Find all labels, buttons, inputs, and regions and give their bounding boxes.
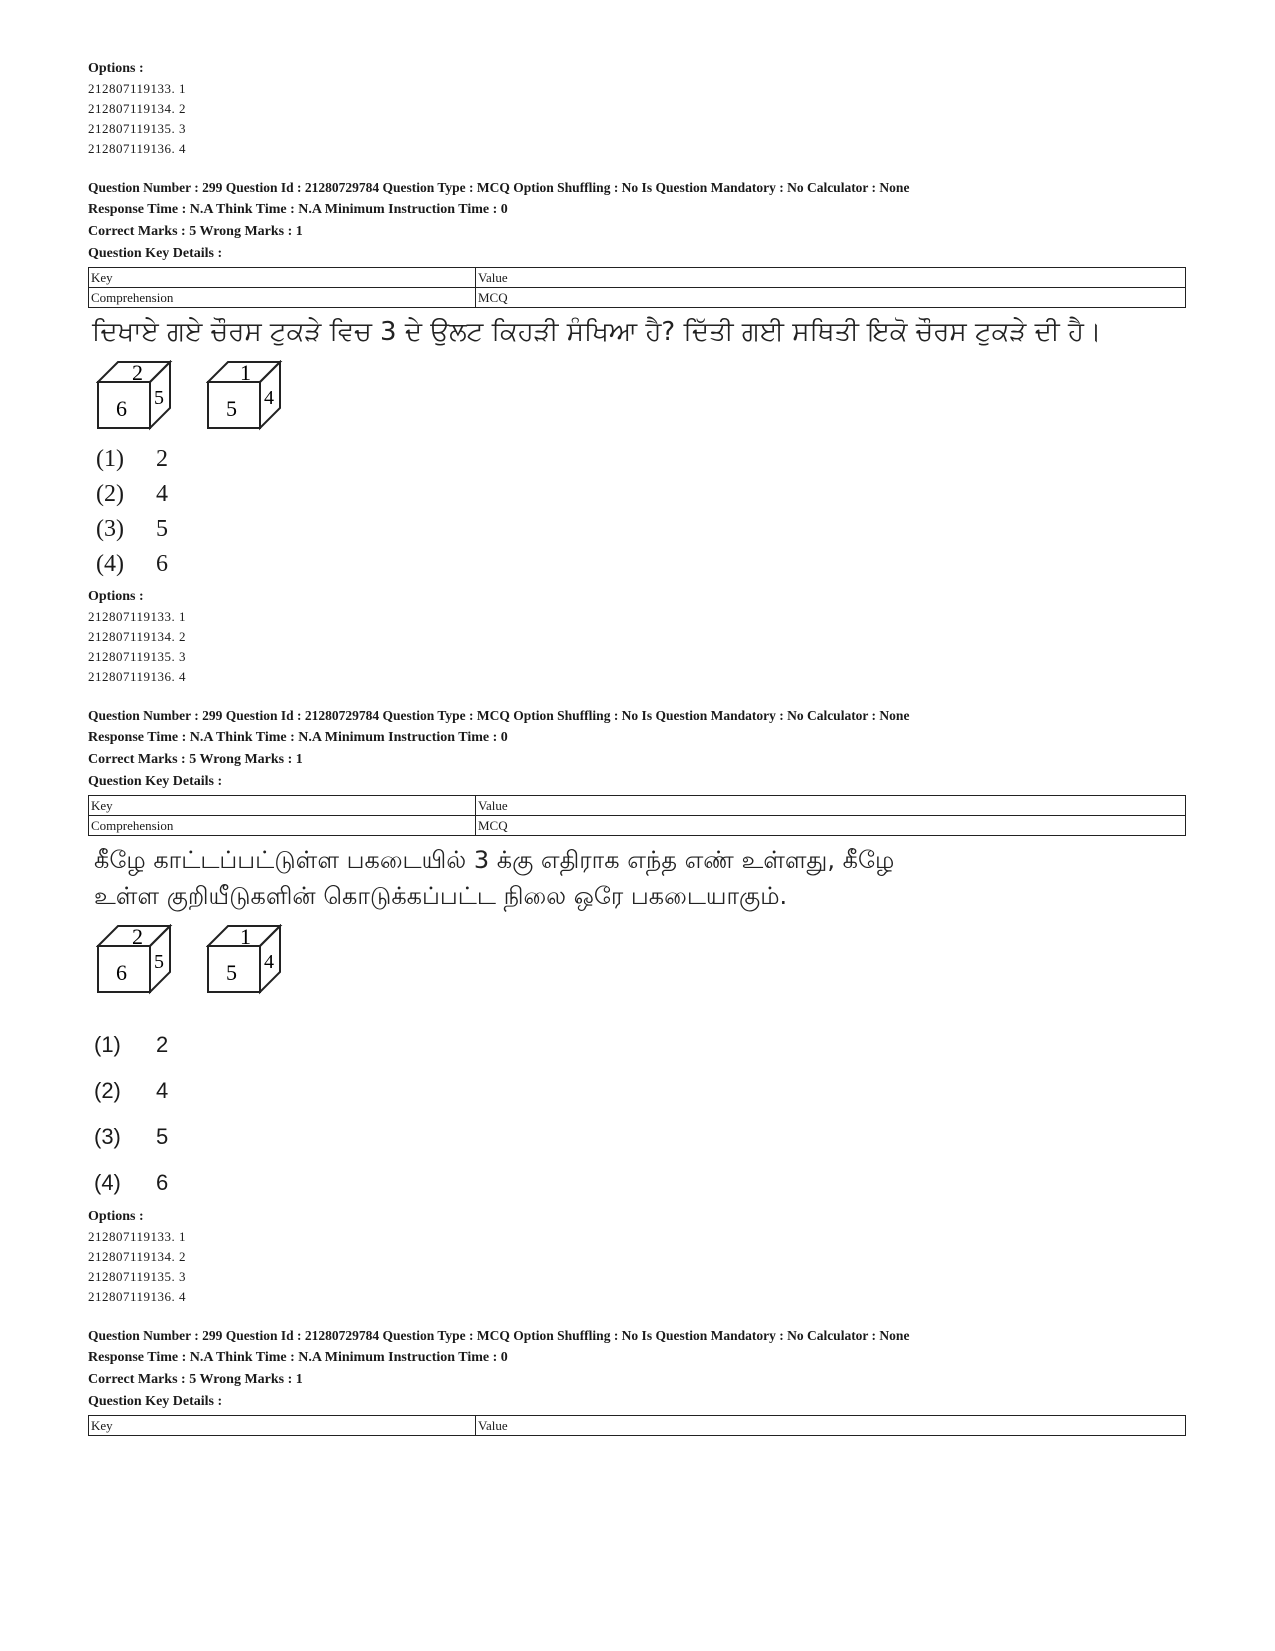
options-block-top xyxy=(88,58,1188,159)
option-id: 212807119134. 2 xyxy=(88,629,187,644)
options-list xyxy=(88,79,1188,159)
answer-choice: (1) 2 xyxy=(96,446,168,472)
meta-line: Question Number : 299 Question Id : 21280729784 Question Type : MCQ Option Shuffling : No Is Question Mandatory : No Calculator : None xyxy=(88,1328,910,1343)
table-header-value: Value xyxy=(476,1416,1186,1436)
table-header-key: Key xyxy=(89,796,476,816)
meta-line: Response Time : N.A Think Time : N.A Minimum Instruction Time : 0 xyxy=(88,202,508,217)
meta-line: Question Number : 299 Question Id : 21280729784 Question Type : MCQ Option Shuffling : No Is Question Mandatory : No Calculator : None xyxy=(88,708,910,723)
meta-line: Question Number : 299 Question Id : 21280729784 Question Type : MCQ Option Shuffling : No Is Question Mandatory : No Calculator : None xyxy=(88,180,910,195)
option-id: 212807119135. 3 xyxy=(88,649,187,664)
table-cell-value: MCQ xyxy=(476,816,1186,836)
table-cell-key: Comprehension xyxy=(89,816,476,836)
answer-choices xyxy=(88,442,1188,582)
answer-choice: (4) 6 xyxy=(96,551,168,577)
answer-choice: (2) 4 xyxy=(96,481,168,507)
meta-line: Correct Marks : 5 Wrong Marks : 1 xyxy=(88,224,303,239)
options-list xyxy=(88,1227,1188,1307)
options-list xyxy=(88,607,1188,687)
question-key-table xyxy=(88,1415,1186,1436)
table-cell-key: Comprehension xyxy=(89,288,476,308)
option-id: 212807119133. 1 xyxy=(88,609,187,624)
table-header-value: Value xyxy=(476,268,1186,288)
meta-line: Response Time : N.A Think Time : N.A Minimum Instruction Time : 0 xyxy=(88,730,508,745)
dice-cube-2 xyxy=(206,924,286,996)
dice-cube-1 xyxy=(96,360,176,432)
option-id: 212807119133. 1 xyxy=(88,81,187,96)
answer-choice: (3) 5 xyxy=(94,1124,169,1149)
question-block-tamil xyxy=(88,705,1188,1307)
answer-choices xyxy=(88,1022,1188,1206)
meta-line: Correct Marks : 5 Wrong Marks : 1 xyxy=(88,752,303,767)
option-id: 212807119136. 4 xyxy=(88,669,187,684)
cube-face-front: 5 xyxy=(226,396,237,421)
options-label: Options : xyxy=(88,589,144,604)
question-block-next xyxy=(88,1325,1188,1436)
answer-choice: (2) 4 xyxy=(94,1078,169,1103)
cube-face-top: 1 xyxy=(240,360,251,385)
option-id: 212807119136. 4 xyxy=(88,141,187,156)
meta-line: Response Time : N.A Think Time : N.A Minimum Instruction Time : 0 xyxy=(88,1350,508,1365)
cube-face-front: 5 xyxy=(226,960,237,985)
table-cell-value: MCQ xyxy=(476,288,1186,308)
option-id: 212807119134. 2 xyxy=(88,1249,187,1264)
table-header-key: Key xyxy=(89,1416,476,1436)
cube-face-top: 2 xyxy=(132,924,143,949)
dice-cube-2 xyxy=(206,360,286,432)
meta-line: Correct Marks : 5 Wrong Marks : 1 xyxy=(88,1372,303,1387)
cube-face-front: 6 xyxy=(116,960,127,985)
dice-figure xyxy=(96,924,1188,1004)
options-label: Options : xyxy=(88,61,144,76)
option-id: 212807119133. 1 xyxy=(88,1229,187,1244)
question-block-punjabi xyxy=(88,177,1188,687)
answer-choice: (3) 5 xyxy=(96,516,168,542)
meta-line: Question Key Details : xyxy=(88,246,223,261)
question-text-line: கீழே காட்டப்பட்டுள்ள பகடையில் 3 க்கு எதிராக எந்த எண் உள்ளது, கீழே xyxy=(94,846,895,874)
cube-face-side: 4 xyxy=(264,951,274,973)
question-key-table xyxy=(88,267,1186,308)
cube-face-side: 5 xyxy=(154,951,164,973)
option-id: 212807119134. 2 xyxy=(88,101,187,116)
meta-line: Question Key Details : xyxy=(88,1394,223,1409)
cube-face-side: 5 xyxy=(154,387,164,409)
table-header-value: Value xyxy=(476,796,1186,816)
dice-cube-1 xyxy=(96,924,176,996)
table-header-key: Key xyxy=(89,268,476,288)
question-text-line: உள்ள குறியீடுகளின் கொடுக்கப்பட்ட நிலை ஒரே பகடையாகும். xyxy=(94,882,788,910)
option-id: 212807119135. 3 xyxy=(88,1269,187,1284)
question-meta xyxy=(88,177,1188,265)
cube-face-top: 1 xyxy=(240,924,251,949)
answer-choice: (1) 2 xyxy=(94,1032,169,1057)
option-id: 212807119136. 4 xyxy=(88,1289,187,1304)
cube-face-front: 6 xyxy=(116,396,127,421)
question-meta xyxy=(88,1325,1188,1413)
cube-face-side: 4 xyxy=(264,387,274,409)
meta-line: Question Key Details : xyxy=(88,774,223,789)
dice-figure xyxy=(96,360,1188,440)
question-key-table xyxy=(88,795,1186,836)
option-id: 212807119135. 3 xyxy=(88,121,187,136)
question-text xyxy=(94,842,1188,914)
options-label: Options : xyxy=(88,1209,144,1224)
answer-choice: (4) 6 xyxy=(94,1170,169,1195)
question-text: ਦਿਖਾਏ ਗਏ ਚੌਰਸ ਟੁਕੜੇ ਵਿਚ 3 ਦੇ ਉਲਟ ਕਿਹੜੀ ਸੰਖਿਆ ਹੈ? ਦਿੱਤੀ ਗਈ ਸਥਿਤੀ ਇਕੋ ਚੌਰਸ ਟੁਕੜੇ ਦੀ ਹੈ। xyxy=(92,317,1102,347)
document-page xyxy=(88,58,1188,1436)
question-meta xyxy=(88,705,1188,793)
cube-face-top: 2 xyxy=(132,360,143,385)
